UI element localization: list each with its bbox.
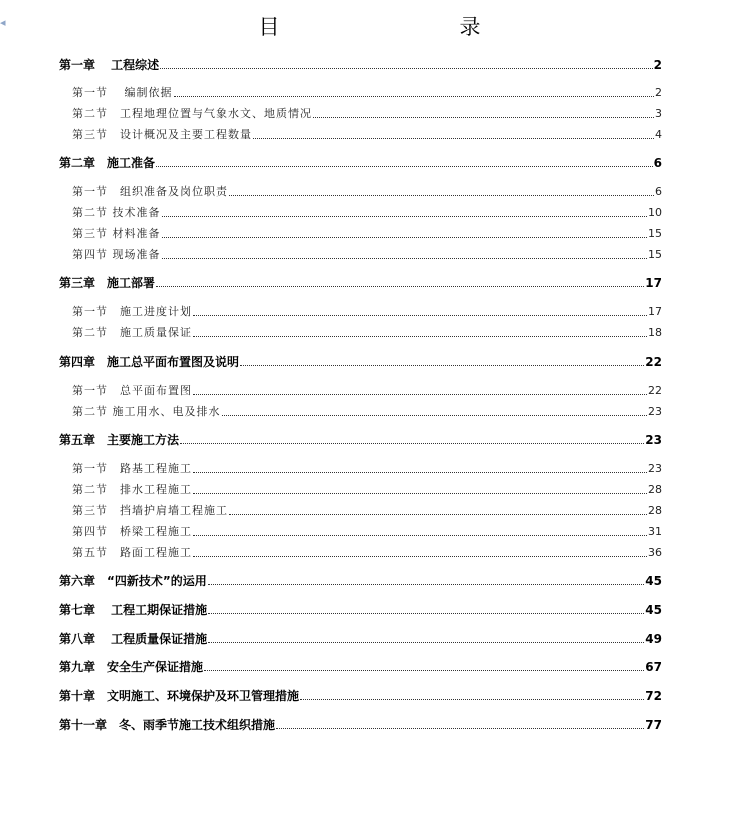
toc-section-entry[interactable] xyxy=(72,481,662,497)
toc-dot-leader xyxy=(208,584,645,585)
toc-section-entry[interactable] xyxy=(72,303,662,319)
toc-entry-label: 第四章 施工总平面布置图及说明 xyxy=(59,355,240,369)
toc-entry-label: 第一节 总平面布置图 xyxy=(72,384,192,397)
toc-dot-leader xyxy=(276,728,644,729)
toc-page-number: 2 xyxy=(655,86,662,99)
toc-chapter-entry[interactable] xyxy=(59,154,662,170)
toc-entry-label: 第三章 施工部署 xyxy=(59,276,156,290)
toc-entry-label: 第十一章 冬、雨季节施工技术组织措施 xyxy=(59,718,276,732)
toc-page-number: 23 xyxy=(645,433,662,447)
toc-dot-leader xyxy=(253,138,654,139)
toc-chapter-entry[interactable] xyxy=(59,601,662,617)
toc-section-entry[interactable] xyxy=(72,225,662,241)
toc-dot-leader xyxy=(208,642,644,643)
toc-page-number: 22 xyxy=(648,384,662,397)
toc-entry-label: 第一节 路基工程施工 xyxy=(72,462,192,475)
toc-page-number: 3 xyxy=(655,107,662,120)
toc-dot-leader xyxy=(204,670,644,671)
toc-entry-label: 第七章 工程工期保证措施 xyxy=(59,603,208,617)
toc-entry-label: 第二节 施工质量保证 xyxy=(72,326,192,339)
toc-entry-label: 第一节 施工进度计划 xyxy=(72,305,192,318)
toc-dot-leader xyxy=(300,699,644,700)
toc-page-number: 22 xyxy=(645,355,662,369)
toc-entry-label: 第四节 现场准备 xyxy=(72,248,161,261)
toc-section-entry[interactable] xyxy=(72,324,662,340)
toc-chapter-entry[interactable] xyxy=(59,630,662,646)
toc-page-number: 10 xyxy=(648,206,662,219)
toc-page-number: 36 xyxy=(648,546,662,559)
toc-entry-label: 第五节 路面工程施工 xyxy=(72,546,192,559)
toc-entry-label: 第四节 桥梁工程施工 xyxy=(72,525,192,538)
toc-page-number: 72 xyxy=(645,689,662,703)
toc-entry-label: 第一节 编制依据 xyxy=(72,86,173,99)
toc-dot-leader xyxy=(240,365,644,366)
toc-page-number: 45 xyxy=(645,603,662,617)
toc-dot-leader xyxy=(156,286,644,287)
toc-section-entry[interactable] xyxy=(72,84,662,100)
toc-page-number: 17 xyxy=(645,276,662,290)
toc-chapter-entry[interactable] xyxy=(59,716,662,732)
toc-section-entry[interactable] xyxy=(72,105,662,121)
toc-dot-leader xyxy=(208,613,644,614)
toc-page-number: 23 xyxy=(648,462,662,475)
toc-entry-label: 第六章 “四新技术”的运用 xyxy=(59,574,207,588)
toc-page-number: 31 xyxy=(648,525,662,538)
toc-page-number: 6 xyxy=(653,156,662,170)
toc-entry-label: 第三节 设计概况及主要工程数量 xyxy=(72,128,252,141)
toc-section-entry[interactable] xyxy=(72,403,662,419)
toc-dot-leader xyxy=(162,237,648,238)
toc-page-number: 18 xyxy=(648,326,662,339)
toc-dot-leader xyxy=(193,315,647,316)
toc-page-number: 2 xyxy=(653,58,662,72)
toc-entry-label: 第九章 安全生产保证措施 xyxy=(59,660,204,674)
toc-page-number: 28 xyxy=(648,504,662,517)
toc-section-entry[interactable] xyxy=(72,246,662,262)
toc-entry-label: 第三节 挡墙护肩墙工程施工 xyxy=(72,504,228,517)
toc-page-number: 67 xyxy=(645,660,662,674)
toc-section-entry[interactable] xyxy=(72,460,662,476)
toc-dot-leader xyxy=(193,493,647,494)
toc-section-entry[interactable] xyxy=(72,544,662,560)
toc-section-entry[interactable] xyxy=(72,126,662,142)
toc-page-number: 17 xyxy=(648,305,662,318)
toc-page-number: 28 xyxy=(648,483,662,496)
toc-section-entry[interactable] xyxy=(72,382,662,398)
toc-page-number: 15 xyxy=(648,227,662,240)
toc-entry-label: 第五章 主要施工方法 xyxy=(59,433,180,447)
toc-entry-label: 第一节 组织准备及岗位职责 xyxy=(72,185,228,198)
toc-entry-label: 第一章 工程综述 xyxy=(59,58,160,72)
toc-entry-label: 第三节 材料准备 xyxy=(72,227,161,240)
toc-entry-label: 第二节 工程地理位置与气象水文、地质情况 xyxy=(72,107,312,120)
toc-chapter-entry[interactable] xyxy=(59,572,662,588)
toc-chapter-entry[interactable] xyxy=(59,353,662,369)
toc-page-number: 49 xyxy=(645,632,662,646)
toc-dot-leader xyxy=(193,394,647,395)
toc-section-entry[interactable] xyxy=(72,183,662,199)
toc-dot-leader xyxy=(193,472,647,473)
toc-dot-leader xyxy=(222,415,648,416)
toc-page-number: 45 xyxy=(645,574,662,588)
page-corner-icon: ◂ xyxy=(0,16,6,29)
toc-section-entry[interactable] xyxy=(72,502,662,518)
toc-dot-leader xyxy=(156,166,653,167)
toc-entry-label: 第二章 施工准备 xyxy=(59,156,156,170)
toc-section-entry[interactable] xyxy=(72,204,662,220)
toc-dot-leader xyxy=(229,514,647,515)
toc-page-number: 15 xyxy=(648,248,662,261)
toc-chapter-entry[interactable] xyxy=(59,274,662,290)
toc-dot-leader xyxy=(160,68,652,69)
toc-dot-leader xyxy=(162,216,648,217)
toc-dot-leader xyxy=(193,336,647,337)
toc-page-number: 77 xyxy=(645,718,662,732)
toc-page-number: 23 xyxy=(648,405,662,418)
toc-chapter-entry[interactable] xyxy=(59,431,662,447)
toc-entry-label: 第八章 工程质量保证措施 xyxy=(59,632,208,646)
toc-page-number: 6 xyxy=(655,185,662,198)
toc-dot-leader xyxy=(162,258,648,259)
toc-entry-label: 第二节 施工用水、电及排水 xyxy=(72,405,221,418)
page-title: 目 录 xyxy=(258,15,527,39)
toc-chapter-entry[interactable] xyxy=(59,56,662,72)
toc-dot-leader xyxy=(229,195,654,196)
toc-dot-leader xyxy=(193,556,647,557)
toc-dot-leader xyxy=(193,535,647,536)
toc-dot-leader xyxy=(313,117,654,118)
toc-entry-label: 第二节 技术准备 xyxy=(72,206,161,219)
toc-entry-label: 第十章 文明施工、环境保护及环卫管理措施 xyxy=(59,689,300,703)
toc-dot-leader xyxy=(174,96,655,97)
toc-dot-leader xyxy=(180,443,644,444)
toc-page-number: 4 xyxy=(655,128,662,141)
toc-section-entry[interactable] xyxy=(72,523,662,539)
toc-chapter-entry[interactable] xyxy=(59,658,662,674)
toc-chapter-entry[interactable] xyxy=(59,687,662,703)
toc-entry-label: 第二节 排水工程施工 xyxy=(72,483,192,496)
